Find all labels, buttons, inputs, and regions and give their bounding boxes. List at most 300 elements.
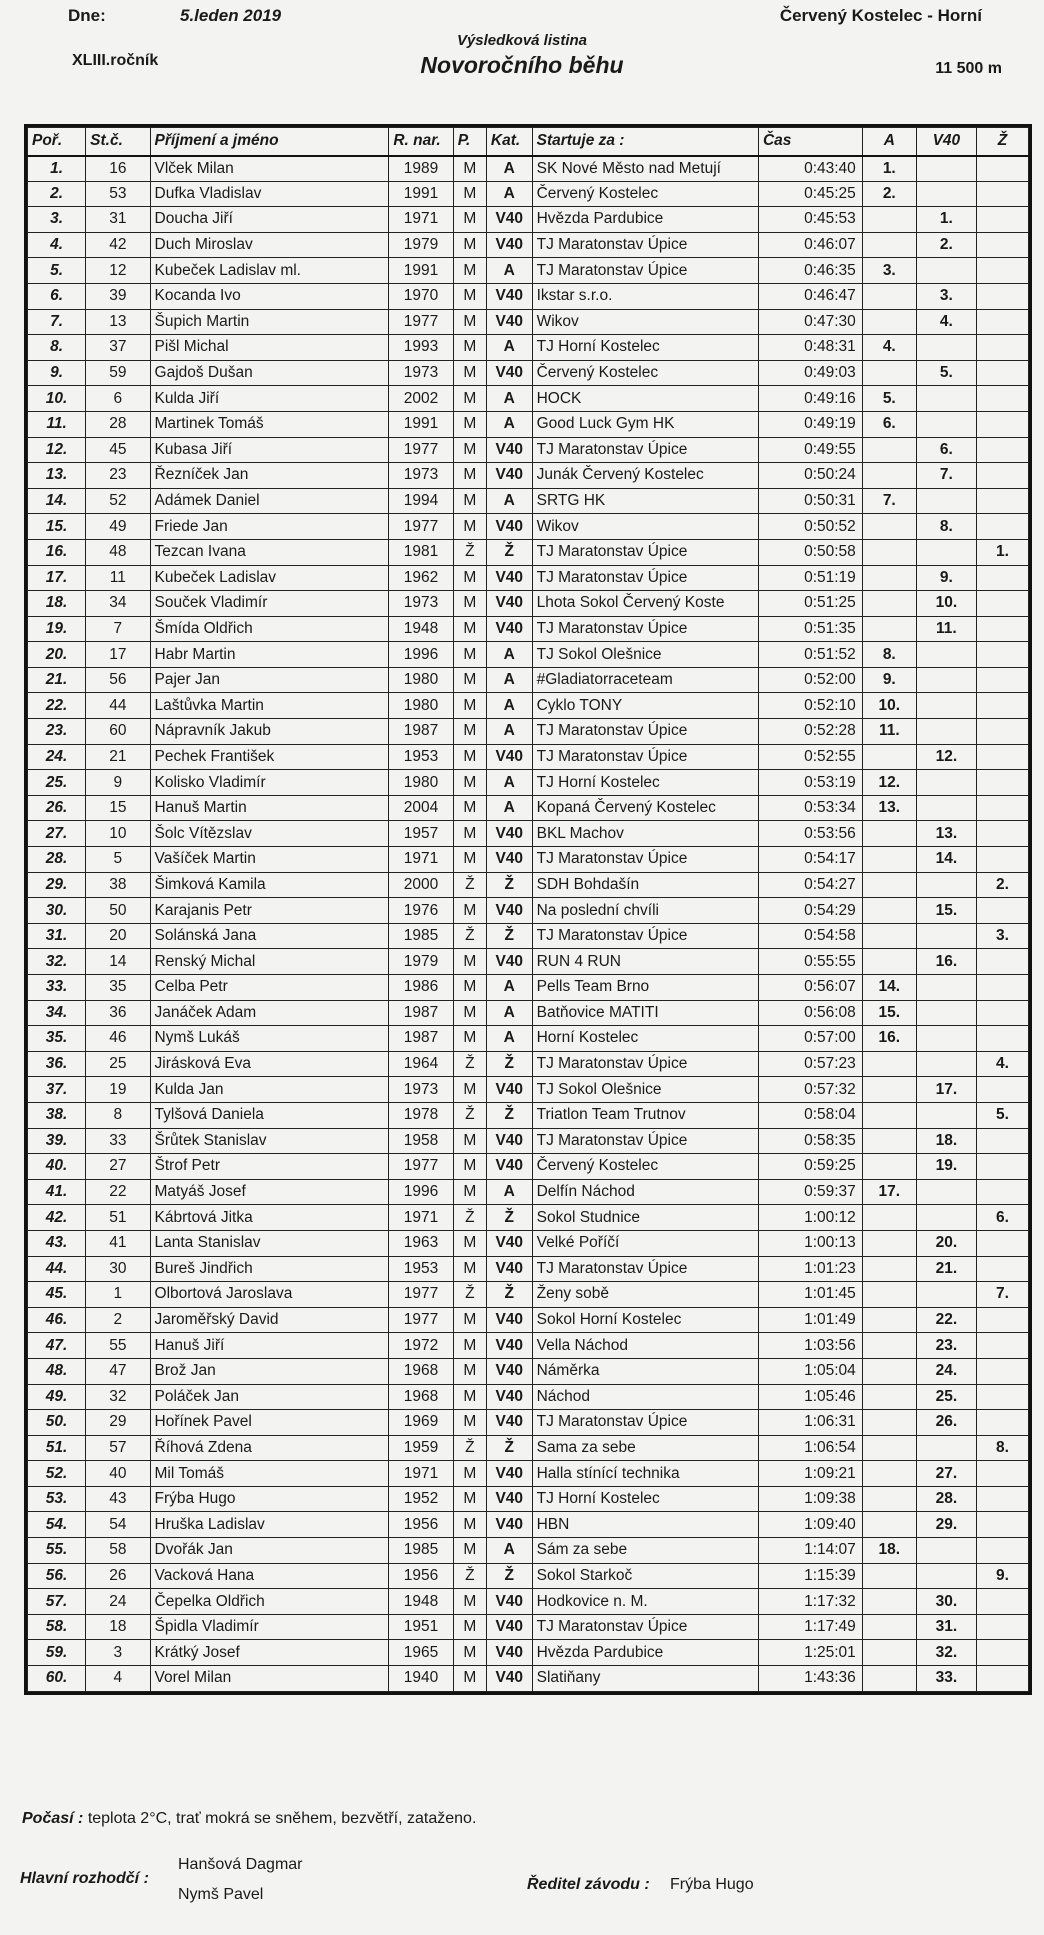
cell-rank-z [977,335,1029,361]
cell-poradi: 38. [28,1102,86,1128]
cell-rank-v40: 21. [916,1256,976,1282]
cell-category: V40 [486,1077,532,1103]
table-row [28,1282,1029,1308]
table-row [28,1384,1029,1410]
cell-start-number: 2 [86,1307,150,1333]
cell-sex: Ž [453,1102,486,1128]
table-row [28,1640,1029,1666]
cell-club: TJ Sokol Olešnice [532,1077,758,1103]
cell-time: 1:25:01 [758,1640,862,1666]
cell-poradi: 40. [28,1154,86,1180]
cell-rank-z [977,360,1029,386]
cell-name: Kocanda Ivo [150,283,389,309]
cell-sex: M [453,744,486,770]
cell-club: Velké Poříčí [532,1230,758,1256]
cell-start-number: 15 [86,795,150,821]
cell-sex: M [453,949,486,975]
cell-sex: M [453,642,486,668]
cell-start-number: 50 [86,898,150,924]
table-row [28,1256,1029,1282]
cell-start-number: 59 [86,360,150,386]
cell-rank-a [862,565,916,591]
cell-time: 1:17:32 [758,1589,862,1615]
cell-poradi: 59. [28,1640,86,1666]
cell-poradi: 26. [28,795,86,821]
cell-sex: M [453,232,486,258]
table-row [28,1051,1029,1077]
cell-name: Vlček Milan [150,156,389,182]
cell-rank-v40 [916,923,976,949]
cell-rank-a [862,923,916,949]
cell-start-number: 58 [86,1538,150,1564]
cell-poradi: 45. [28,1282,86,1308]
cell-birth-year: 1956 [389,1512,453,1538]
cell-rank-z [977,770,1029,796]
race-location: Červený Kostelec - Horní [779,6,982,25]
table-header-row [28,128,1029,156]
cell-start-number: 26 [86,1563,150,1589]
cell-birth-year: 1958 [389,1128,453,1154]
table-row [28,1179,1029,1205]
cell-club: Lhota Sokol Červený Koste [532,591,758,617]
cell-time: 1:43:36 [758,1666,862,1692]
cell-name: Gajdoš Dušan [150,360,389,386]
table-row [28,1154,1029,1180]
cell-category: V40 [486,283,532,309]
cell-rank-z [977,949,1029,975]
cell-name: Šolc Vítězslav [150,821,389,847]
cell-time: 1:01:49 [758,1307,862,1333]
cell-rank-z [977,1000,1029,1026]
cell-poradi: 9. [28,360,86,386]
table-row [28,1026,1029,1052]
cell-start-number: 43 [86,1486,150,1512]
cell-sex: M [453,1640,486,1666]
cell-club: Good Luck Gym HK [532,411,758,437]
cell-category: A [486,693,532,719]
cell-name: Šmída Oldřich [150,616,389,642]
cell-time: 0:43:40 [758,156,862,182]
cell-poradi: 47. [28,1333,86,1359]
cell-rank-z [977,1461,1029,1487]
edition: XLIII.ročník [72,52,159,69]
table-row [28,1461,1029,1487]
cell-rank-v40: 28. [916,1486,976,1512]
cell-start-number: 57 [86,1435,150,1461]
cell-rank-z [977,514,1029,540]
cell-birth-year: 1971 [389,1461,453,1487]
cell-poradi: 30. [28,898,86,924]
cell-birth-year: 2000 [389,872,453,898]
table-row [28,335,1029,361]
cell-category: Ž [486,539,532,565]
cell-rank-a [862,898,916,924]
cell-rank-a: 3. [862,258,916,284]
cell-name: Jirásková Eva [150,1051,389,1077]
cell-birth-year: 1977 [389,1282,453,1308]
cell-rank-v40 [916,1000,976,1026]
table-row [28,1486,1029,1512]
cell-rank-z [977,1179,1029,1205]
cell-rank-z [977,1666,1029,1692]
cell-poradi: 33. [28,975,86,1001]
cell-birth-year: 1977 [389,1154,453,1180]
cell-category: A [486,335,532,361]
cell-time: 0:51:19 [758,565,862,591]
cell-sex: M [453,207,486,233]
cell-time: 0:59:25 [758,1154,862,1180]
race-distance: 11 500 m [935,60,1002,77]
cell-rank-a [862,437,916,463]
cell-category: V40 [486,1461,532,1487]
cell-rank-v40: 24. [916,1358,976,1384]
cell-start-number: 27 [86,1154,150,1180]
cell-rank-a [862,1128,916,1154]
cell-name: Krátký Josef [150,1640,389,1666]
cell-club: Slatiňany [532,1666,758,1692]
cell-time: 0:56:08 [758,1000,862,1026]
table-row [28,463,1029,489]
cell-time: 0:54:58 [758,923,862,949]
table-row [28,1230,1029,1256]
cell-name: Dufka Vladislav [150,181,389,207]
cell-category: V40 [486,565,532,591]
table-row [28,1077,1029,1103]
cell-start-number: 7 [86,616,150,642]
cell-category: A [486,1179,532,1205]
cell-start-number: 25 [86,1051,150,1077]
cell-rank-v40 [916,258,976,284]
cell-start-number: 28 [86,411,150,437]
cell-start-number: 29 [86,1410,150,1436]
cell-start-number: 10 [86,821,150,847]
cell-start-number: 51 [86,1205,150,1231]
cell-sex: M [453,1230,486,1256]
cell-start-number: 46 [86,1026,150,1052]
cell-club: Junák Červený Kostelec [532,463,758,489]
cell-club: Halla stínící technika [532,1461,758,1487]
cell-category: V40 [486,1384,532,1410]
cell-sex: M [453,719,486,745]
cell-start-number: 5 [86,847,150,873]
cell-birth-year: 1977 [389,437,453,463]
chief-judge-1: Hanšová Dagmar [178,1856,303,1873]
table-row [28,207,1029,233]
cell-club: TJ Maratonstav Úpice [532,923,758,949]
cell-start-number: 3 [86,1640,150,1666]
cell-name: Doucha Jiří [150,207,389,233]
cell-rank-a: 18. [862,1538,916,1564]
cell-category: A [486,642,532,668]
cell-rank-v40 [916,1102,976,1128]
cell-time: 0:46:35 [758,258,862,284]
cell-rank-z [977,1512,1029,1538]
table-row [28,360,1029,386]
cell-club: Ženy sobě [532,1282,758,1308]
cell-rank-v40: 4. [916,309,976,335]
cell-club: Náměrka [532,1358,758,1384]
cell-time: 1:14:07 [758,1538,862,1564]
cell-time: 0:45:53 [758,207,862,233]
cell-club: TJ Maratonstav Úpice [532,232,758,258]
cell-rank-a: 5. [862,386,916,412]
results-body [28,156,1029,1692]
cell-rank-z [977,1256,1029,1282]
table-row [28,872,1029,898]
cell-name: Pišl Michal [150,335,389,361]
cell-name: Štrof Petr [150,1154,389,1180]
table-row [28,386,1029,412]
cell-sex: M [453,360,486,386]
cell-start-number: 23 [86,463,150,489]
cell-rank-v40: 20. [916,1230,976,1256]
cell-club: TJ Horní Kostelec [532,335,758,361]
cell-birth-year: 1985 [389,923,453,949]
cell-birth-year: 1968 [389,1358,453,1384]
cell-rank-v40 [916,335,976,361]
cell-rank-a: 12. [862,770,916,796]
cell-category: V40 [486,744,532,770]
cell-rank-v40 [916,872,976,898]
cell-rank-a [862,1384,916,1410]
cell-name: Renský Michal [150,949,389,975]
cell-rank-a [862,207,916,233]
cell-time: 0:50:31 [758,488,862,514]
cell-time: 1:05:04 [758,1358,862,1384]
cell-rank-z [977,667,1029,693]
cell-rank-v40 [916,488,976,514]
cell-start-number: 52 [86,488,150,514]
cell-birth-year: 1953 [389,1256,453,1282]
cell-category: V40 [486,1512,532,1538]
cell-start-number: 45 [86,437,150,463]
cell-birth-year: 2004 [389,795,453,821]
cell-birth-year: 1940 [389,1666,453,1692]
cell-sex: M [453,437,486,463]
chief-judge-2: Nymš Pavel [178,1886,264,1903]
cell-rank-z [977,437,1029,463]
table-row [28,693,1029,719]
cell-rank-z: 7. [977,1282,1029,1308]
cell-birth-year: 1968 [389,1384,453,1410]
cell-name: Solánská Jana [150,923,389,949]
cell-birth-year: 1978 [389,1102,453,1128]
cell-sex: M [453,1589,486,1615]
cell-start-number: 37 [86,335,150,361]
cell-category: A [486,156,532,182]
cell-time: 1:01:23 [758,1256,862,1282]
cell-club: Hvězda Pardubice [532,1640,758,1666]
cell-rank-v40 [916,156,976,182]
cell-birth-year: 1972 [389,1333,453,1359]
cell-start-number: 1 [86,1282,150,1308]
cell-club: TJ Maratonstav Úpice [532,719,758,745]
cell-sex: Ž [453,872,486,898]
cell-poradi: 29. [28,872,86,898]
col-header-birth-year: R. nar. [389,128,453,156]
date-label: Dne: [68,6,106,25]
cell-sex: M [453,514,486,540]
cell-name: Lanta Stanislav [150,1230,389,1256]
cell-category: V40 [486,1307,532,1333]
race-director: Frýba Hugo [670,1876,754,1893]
cell-name: Pajer Jan [150,667,389,693]
table-row [28,1512,1029,1538]
cell-rank-z [977,1077,1029,1103]
cell-rank-a [862,1333,916,1359]
cell-name: Hanuš Jiří [150,1333,389,1359]
cell-rank-a: 11. [862,719,916,745]
table-row [28,1307,1029,1333]
cell-time: 0:54:17 [758,847,862,873]
cell-birth-year: 1953 [389,744,453,770]
cell-category: A [486,1026,532,1052]
cell-name: Kulda Jan [150,1077,389,1103]
cell-birth-year: 1956 [389,1563,453,1589]
cell-name: Laštůvka Martin [150,693,389,719]
cell-time: 1:06:31 [758,1410,862,1436]
cell-club: Wikov [532,309,758,335]
cell-rank-v40 [916,667,976,693]
cell-category: V40 [486,1230,532,1256]
cell-poradi: 44. [28,1256,86,1282]
cell-poradi: 23. [28,719,86,745]
cell-rank-v40: 6. [916,437,976,463]
cell-time: 0:53:19 [758,770,862,796]
cell-rank-a [862,539,916,565]
cell-category: A [486,795,532,821]
cell-category: V40 [486,1614,532,1640]
cell-category: V40 [486,949,532,975]
cell-category: Ž [486,1205,532,1231]
cell-rank-z [977,591,1029,617]
cell-sex: M [453,1128,486,1154]
table-row [28,309,1029,335]
cell-rank-a [862,1563,916,1589]
cell-time: 1:09:40 [758,1512,862,1538]
cell-poradi: 10. [28,386,86,412]
cell-rank-a [862,309,916,335]
cell-name: Říhová Zdena [150,1435,389,1461]
cell-start-number: 13 [86,309,150,335]
cell-category: Ž [486,1102,532,1128]
cell-rank-a [862,616,916,642]
cell-birth-year: 1989 [389,156,453,182]
cell-rank-v40 [916,693,976,719]
col-header-rank-a: A [862,128,916,156]
cell-rank-z [977,1589,1029,1615]
cell-name: Janáček Adam [150,1000,389,1026]
cell-time: 1:03:56 [758,1333,862,1359]
cell-rank-z [977,1358,1029,1384]
cell-sex: M [453,693,486,719]
cell-poradi: 20. [28,642,86,668]
table-row [28,1333,1029,1359]
cell-time: 1:09:38 [758,1486,862,1512]
cell-birth-year: 2002 [389,386,453,412]
cell-rank-a [862,591,916,617]
cell-sex: M [453,565,486,591]
cell-rank-v40 [916,539,976,565]
cell-sex: M [453,1256,486,1282]
cell-birth-year: 1973 [389,1077,453,1103]
cell-rank-a: 4. [862,335,916,361]
cell-sex: Ž [453,1563,486,1589]
col-header-sex: P. [453,128,486,156]
cell-rank-a: 7. [862,488,916,514]
cell-start-number: 34 [86,591,150,617]
cell-category: Ž [486,872,532,898]
cell-category: V40 [486,360,532,386]
table-row [28,770,1029,796]
cell-rank-a [862,1358,916,1384]
cell-name: Nymš Lukáš [150,1026,389,1052]
table-row [28,1410,1029,1436]
cell-poradi: 52. [28,1461,86,1487]
table-row [28,975,1029,1001]
cell-rank-z [977,719,1029,745]
cell-birth-year: 1987 [389,719,453,745]
cell-rank-z [977,181,1029,207]
cell-time: 0:52:00 [758,667,862,693]
cell-poradi: 43. [28,1230,86,1256]
table-row [28,1563,1029,1589]
cell-club: TJ Maratonstav Úpice [532,258,758,284]
cell-time: 0:53:56 [758,821,862,847]
cell-poradi: 27. [28,821,86,847]
table-row [28,411,1029,437]
cell-rank-v40: 15. [916,898,976,924]
table-row [28,565,1029,591]
cell-club: SDH Bohdašín [532,872,758,898]
cell-rank-z [977,1640,1029,1666]
cell-poradi: 54. [28,1512,86,1538]
cell-birth-year: 1977 [389,1307,453,1333]
cell-sex: M [453,1154,486,1180]
cell-sex: M [453,488,486,514]
cell-poradi: 24. [28,744,86,770]
cell-rank-z [977,1384,1029,1410]
cell-rank-a: 9. [862,667,916,693]
cell-rank-z [977,1230,1029,1256]
cell-category: V40 [486,1589,532,1615]
cell-rank-v40: 10. [916,591,976,617]
cell-start-number: 44 [86,693,150,719]
chief-judge-label: Hlavní rozhodčí : [20,1870,149,1887]
cell-start-number: 39 [86,283,150,309]
cell-category: V40 [486,821,532,847]
cell-rank-z [977,1026,1029,1052]
cell-sex: M [453,795,486,821]
cell-sex: M [453,1000,486,1026]
cell-poradi: 31. [28,923,86,949]
cell-birth-year: 1971 [389,207,453,233]
col-header-start-number: St.č. [86,128,150,156]
cell-time: 0:52:28 [758,719,862,745]
cell-rank-a [862,1282,916,1308]
cell-rank-z [977,642,1029,668]
cell-start-number: 42 [86,232,150,258]
cell-time: 0:49:03 [758,360,862,386]
cell-sex: M [453,1358,486,1384]
cell-category: V40 [486,1410,532,1436]
cell-club: Hvězda Pardubice [532,207,758,233]
cell-birth-year: 1981 [389,539,453,565]
cell-rank-a [862,1205,916,1231]
cell-name: Kubeček Ladislav [150,565,389,591]
cell-rank-v40 [916,1435,976,1461]
cell-rank-z [977,258,1029,284]
